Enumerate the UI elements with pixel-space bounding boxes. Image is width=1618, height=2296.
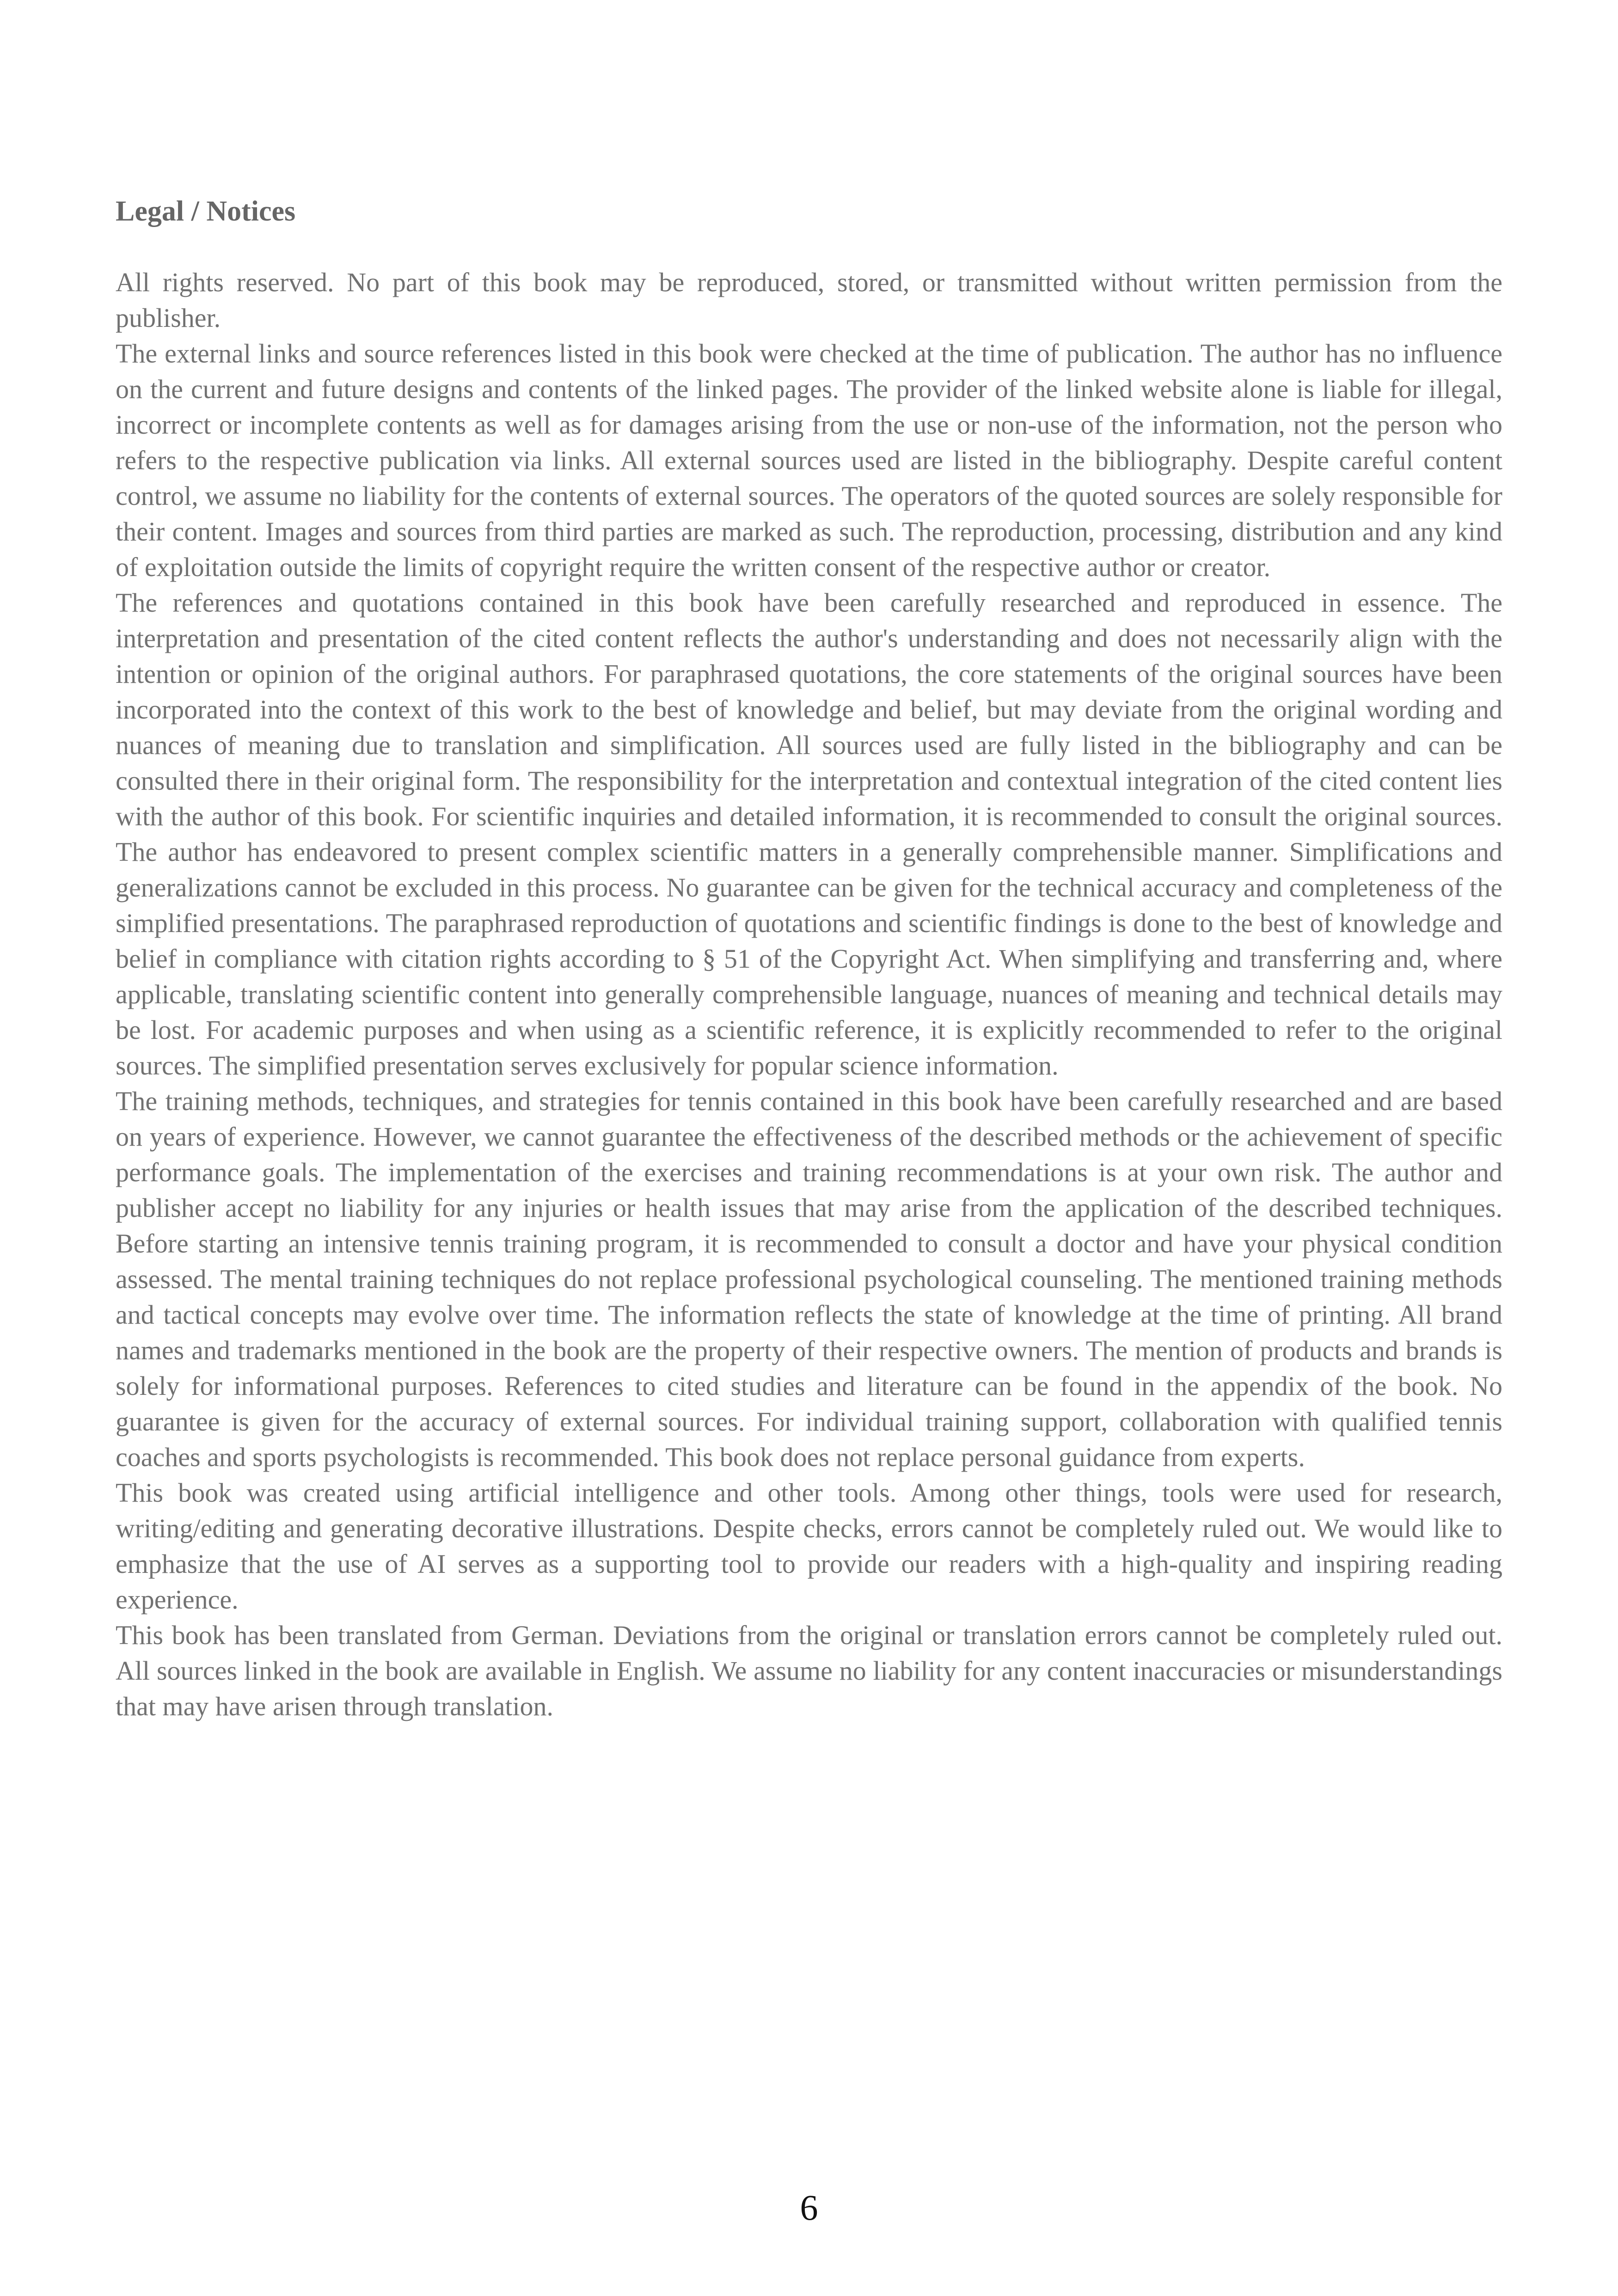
paragraph-rights-reserved: All rights reserved. No part of this book may be reproduced, stored, or transmitted without written permission from the publisher.: [116, 267, 1502, 333]
page-heading: Legal / Notices: [116, 196, 296, 227]
page-number: 6: [800, 2187, 818, 2228]
paragraph-training-methods: The training methods, techniques, and strategies for tennis contained in this book have been carefully researched and are based on years of experience. However, we cannot guarantee the effectiveness of the described methods or the achievement of specific performance goals. The implementation of the exercises and training recommendations is at your own risk. The author and publisher accept no liability for any injuries or health issues that may arise from the application of the described techniques. Before starting an intensive tennis training program, it is recommended to consult a doctor and have your physical condition assessed. The mental training techniques do not replace professional psychological counseling. The mentioned training methods and tactical concepts may evolve over time. The information reflects the state of knowledge at the time of printing. All brand names and trademarks mentioned in the book are the property of their respective owners. The mention of products and brands is solely for informational purposes. References to cited studies and literature can be found in the appendix of the book. No guarantee is given for the accuracy of external sources. For individual training support, collaboration with qualified tennis coaches and sports psychologists is recommended. This book does not replace personal guidance from experts.: [116, 1086, 1502, 1473]
paragraph-ai-usage: This book was created using artificial intelligence and other tools. Among other things, tools were used for research, writing/editing and generating decorative illustrations. Despite checks, errors cannot be completely ruled out. We would like to emphasize that the use of AI serves as a supporting tool to provide our readers with a high-quality and inspiring reading experience.: [116, 1478, 1502, 1615]
page-content: [116, 194, 1502, 1724]
paragraph-translation: This book has been translated from German. Deviations from the original or translation errors cannot be completely ruled out. All sources linked in the book are available in English. We assume no liability for any content inaccuracies or misunderstandings that may have arisen through translation.: [116, 1620, 1502, 1722]
paragraph-references-quotations: The references and quotations contained in this book have been carefully researched and reproduced in essence. The interpretation and presentation of the cited content reflects the author's understanding and does not necessarily align with the intention or opinion of the original authors. For paraphrased quotations, the core statements of the original sources have been incorporated into the context of this work to the best of knowledge and belief, but may deviate from the original wording and nuances of meaning due to translation and simplification. All sources used are fully listed in the bibliography and can be consulted there in their original form. The responsibility for the interpretation and contextual integration of the cited content lies with the author of this book. For scientific inquiries and detailed information, it is recommended to consult the original sources. The author has endeavored to present complex scientific matters in a generally comprehensible manner. Simplifications and generalizations cannot be excluded in this process. No guarantee can be given for the technical accuracy and completeness of the simplified presentations. The paraphrased reproduction of quotations and scientific findings is done to the best of knowledge and belief in compliance with citation rights according to § 51 of the Copyright Act. When simplifying and transferring and, where applicable, translating scientific content into generally comprehensible language, nuances of meaning and technical details may be lost. For academic purposes and when using as a scientific reference, it is explicitly recommended to refer to the original sources. The simplified presentation serves exclusively for popular science information.: [116, 588, 1502, 1081]
paragraph-external-links: The external links and source references listed in this book were checked at the time of publication. The author has no influence on the current and future designs and contents of the linked pages. The provider of the linked website alone is liable for illegal, incorrect or incomplete contents as well as for damages arising from the use or non-use of the information, not the person who refers to the respective publication via links. All external sources used are listed in the bibliography. Despite careful content control, we assume no liability for the contents of external sources. The operators of the quoted sources are solely responsible for their content. Images and sources from third parties are marked as such. The reproduction, processing, distribution and any kind of exploitation outside the limits of copyright require the written consent of the respective author or creator.: [116, 338, 1502, 583]
